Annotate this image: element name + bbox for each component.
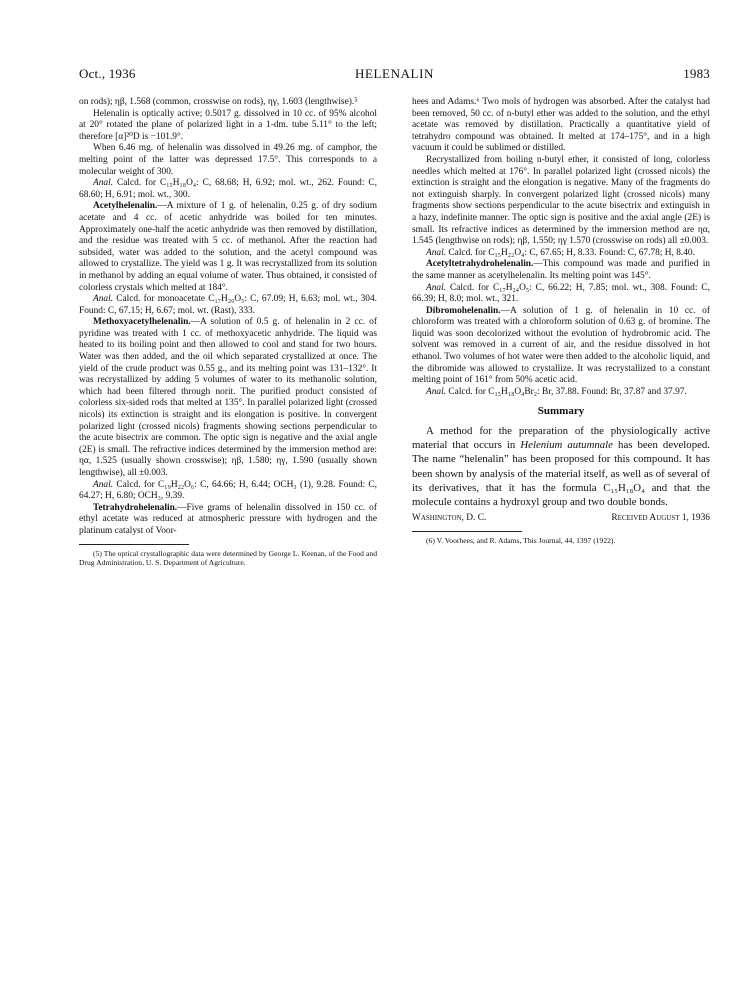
analysis-line — [412, 248, 710, 260]
analysis-line — [412, 283, 710, 306]
anal-values: Calcd. for C₁₅H₂₂O₄: C, 67.65; H, 8.33. Found: C, 67.78; H, 8.40. — [448, 247, 695, 258]
footnote-rule — [79, 544, 189, 545]
left-column — [79, 97, 377, 567]
signature-line — [412, 513, 710, 525]
analysis-line — [79, 178, 377, 201]
location: Washington, D. C. — [412, 513, 487, 524]
paragraph: on rods); ηβ, 1.568 (common, crosswise on rods), ηγ, 1.603 (lengthwise).⁵ — [79, 97, 358, 107]
section-heading: Dibromohelenalin. — [426, 305, 501, 316]
species-name: Helenium autumnale — [520, 439, 613, 452]
section-text: —A mixture of 1 g. of helenalin, 0.25 g. of dry sodium acetate and 4 cc. of acetic anhydride was boiled for ten minutes. Approximately one-half the acetic anhydride was then removed by distillation, and the residue was treated with 5 cc. of methanol. After the reaction had subsided, water was added to the solution, and the acetyl compound was allowed to crystallize. The yield was 1 g. It was recrystallized from its solution in methanol by adding an equal volume of water. Thus obtained, it consisted of colorless crystals which melted at 184°. — [79, 201, 377, 293]
footnote-rule — [412, 531, 522, 532]
header-date: Oct., 1936 — [79, 66, 136, 81]
paragraph: Helenalin is optically active; 0.5017 g. dissolved in 10 cc. of 95% alcohol at 20° rotated the plane of polarized light in a 1-dm. tube 5.11° to the left; therefore [α]²⁰D is −101.9°. — [79, 108, 377, 142]
anal-label: Anal. — [426, 386, 447, 397]
section-heading: Acetyltetrahydrohelenalin. — [426, 259, 534, 270]
section-text: —A solution of 0.5 g. of helenalin in 2 cc. of pyridine was treated with 1 cc. of methoxyacetic anhydride. The liquid was heated to its boiling point and then allowed to cool and stand for two hours. Water was then added, and the oil which separated crystallized at once. The yield of the crude product was 0.55 g., and its melting point was 131–132°. It was recrystallized by adding 5 volumes of water to its methanolic solution, which had been filtered through norit. The purified product consisted of colorless six-sided rods that melted at 135°. In parallel polarized light (crossed nicols) its extinction is straight and its elongation is positive. In convergent polarized light (crossed nicols) fragments showing sections perpendicular to the acute bisectrix are common. The optic sign is negative and the axial angle (2E) is small. The refractive indices determined by the immersion method are: ηα, 1.525 (usually shown crosswise); ηβ, 1.580; ηγ, 1.590 (usually shown lengthwise), all ±0.003. — [79, 317, 377, 478]
anal-label: Anal. — [426, 282, 447, 293]
anal-values: Calcd. for monoacetate C₁₇H₂₀O₅: C, 67.09; H, 6.63; mol. wt., 304. Found: C, 67.15; H, 6.67; mol. wt. (Rast), 333. — [79, 294, 377, 316]
summary-text: has been developed. The name “helenalin” has been proposed for this compound. It has been shown by analysis of the material itself, as well as of several of its derivatives, that it has the formula C₁₅H₁₈O₄ and that the molecule contains a hydroxyl group and two double bonds. — [412, 439, 710, 509]
anal-values: Calcd. for C₁₅H₁₈O₄: C, 68.68; H, 6.92; mol. wt., 262. Found: C, 68.60; H, 6.91; mol. wt., 300. — [79, 178, 377, 200]
section-paragraph — [412, 306, 710, 387]
summary-text: A method for the preparation of the physiologically active material that occurs in — [412, 425, 710, 452]
paragraph: When 6.46 mg. of helenalin was dissolved in 49.26 mg. of camphor, the melting point of the latter was depressed 17.5°. This corresponds to a molecular weight of 300. — [79, 143, 377, 177]
section-paragraph — [412, 259, 710, 282]
analysis-line — [412, 387, 710, 399]
right-column — [412, 97, 710, 545]
summary-paragraph — [412, 424, 710, 509]
running-header — [79, 66, 710, 84]
paragraph: hees and Adams.⁶ Two mols of hydrogen was absorbed. After the catalyst had been removed, 50 cc. of n-butyl ether was added to the solution, and the ethyl acetate was removed by distillation. Practically a quantitative yield of tetrahydro compound was obtained. It melted at 174–175°, and in a high vacuum it could be sublimed or distilled. — [412, 97, 710, 154]
section-text: —Five grams of helenalin dissolved in 150 cc. of ethyl acetate was reduced at atmospheric pressure with hydrogen and the platinum catalyst of Voor- — [79, 502, 377, 536]
anal-values: Calcd. for C₁₉H₂₂O₆: C, 64.66; H, 6.44; OCH₃ (1), 9.28. Found: C, 64.27; H, 6.80; OCH₃, 9.39. — [79, 479, 377, 502]
section-paragraph — [79, 317, 377, 479]
anal-label: Anal. — [93, 294, 114, 305]
section-text: —This compound was made and purified in the same manner as acetylhelenalin. Its melting point was 145°. — [412, 259, 710, 281]
section-paragraph — [79, 503, 377, 538]
received-date: Received August 1, 1936 — [611, 513, 710, 524]
anal-label: Anal. — [93, 479, 114, 490]
paragraph: Recrystallized from boiling n-butyl ether, it consisted of long, colorless needles which melted at 176°. In parallel polarized light (crossed nicols) the extinction is straight and the elongation is negative. Many of the fragments do not extinguish sharply. In convergent polarized light (crossed nicols) many fragments show sections perpendicular to the acute bisectrix and extinguish in a hazy, indefinite manner. The optic sign is positive and the axial angle (2E) is small. Its refractive indices as determined by the immersion method are ηα, 1.545 (lengthwise on rods); ηβ, 1.550; ηγ 1.570 (crosswise on rods) all ±0.003. — [412, 154, 710, 247]
footnote: (6) V. Voorhees, and R. Adams, This Journal, 44, 1397 (1922). — [426, 535, 616, 545]
header-title: HELENALIN — [354, 66, 435, 81]
anal-values: Calcd. for C₁₅H₁₈O₄Br₂: Br, 37.88. Found: Br, 37.87 and 37.97. — [448, 386, 687, 397]
anal-label: Anal. — [93, 178, 114, 189]
footnote: (5) The optical crystallographic data were determined by George L. Keenan, of the Food and Drug Administration, U. S. Department of Agriculture. — [79, 548, 377, 567]
section-paragraph — [79, 201, 377, 294]
summary-heading: Summary — [537, 405, 585, 418]
section-heading: Acetylhelenalin. — [93, 201, 158, 212]
anal-values: Calcd. for C₁₇H₂₄O₅: C, 66.22; H, 7.85; mol. wt., 308. Found: C, 66.39; H, 8.0; mol. wt., 321. — [412, 282, 710, 305]
analysis-line — [79, 294, 377, 317]
section-text: —A solution of 1 g. of helenalin in 10 cc. of chloroform was treated with a chloroform solution of 0.63 g. of bromine. The liquid was soon decolorized without the evolution of hydrobromic acid. The solvent was removed in a current of air, and the residue dissolved in hot ethanol. Two volumes of hot water were then added to the alcoholic liquid, and the dibromide was allowed to crystallize. It was recrystallized to a constant melting point of 161° from 50% acetic acid. — [412, 305, 710, 386]
section-heading: Tetrahydrohelenalin. — [93, 502, 178, 513]
section-heading: Methoxyacetylhelenalin. — [93, 317, 191, 328]
analysis-line — [79, 480, 377, 503]
anal-label: Anal. — [426, 247, 447, 258]
header-page-number: 1983 — [683, 66, 710, 81]
